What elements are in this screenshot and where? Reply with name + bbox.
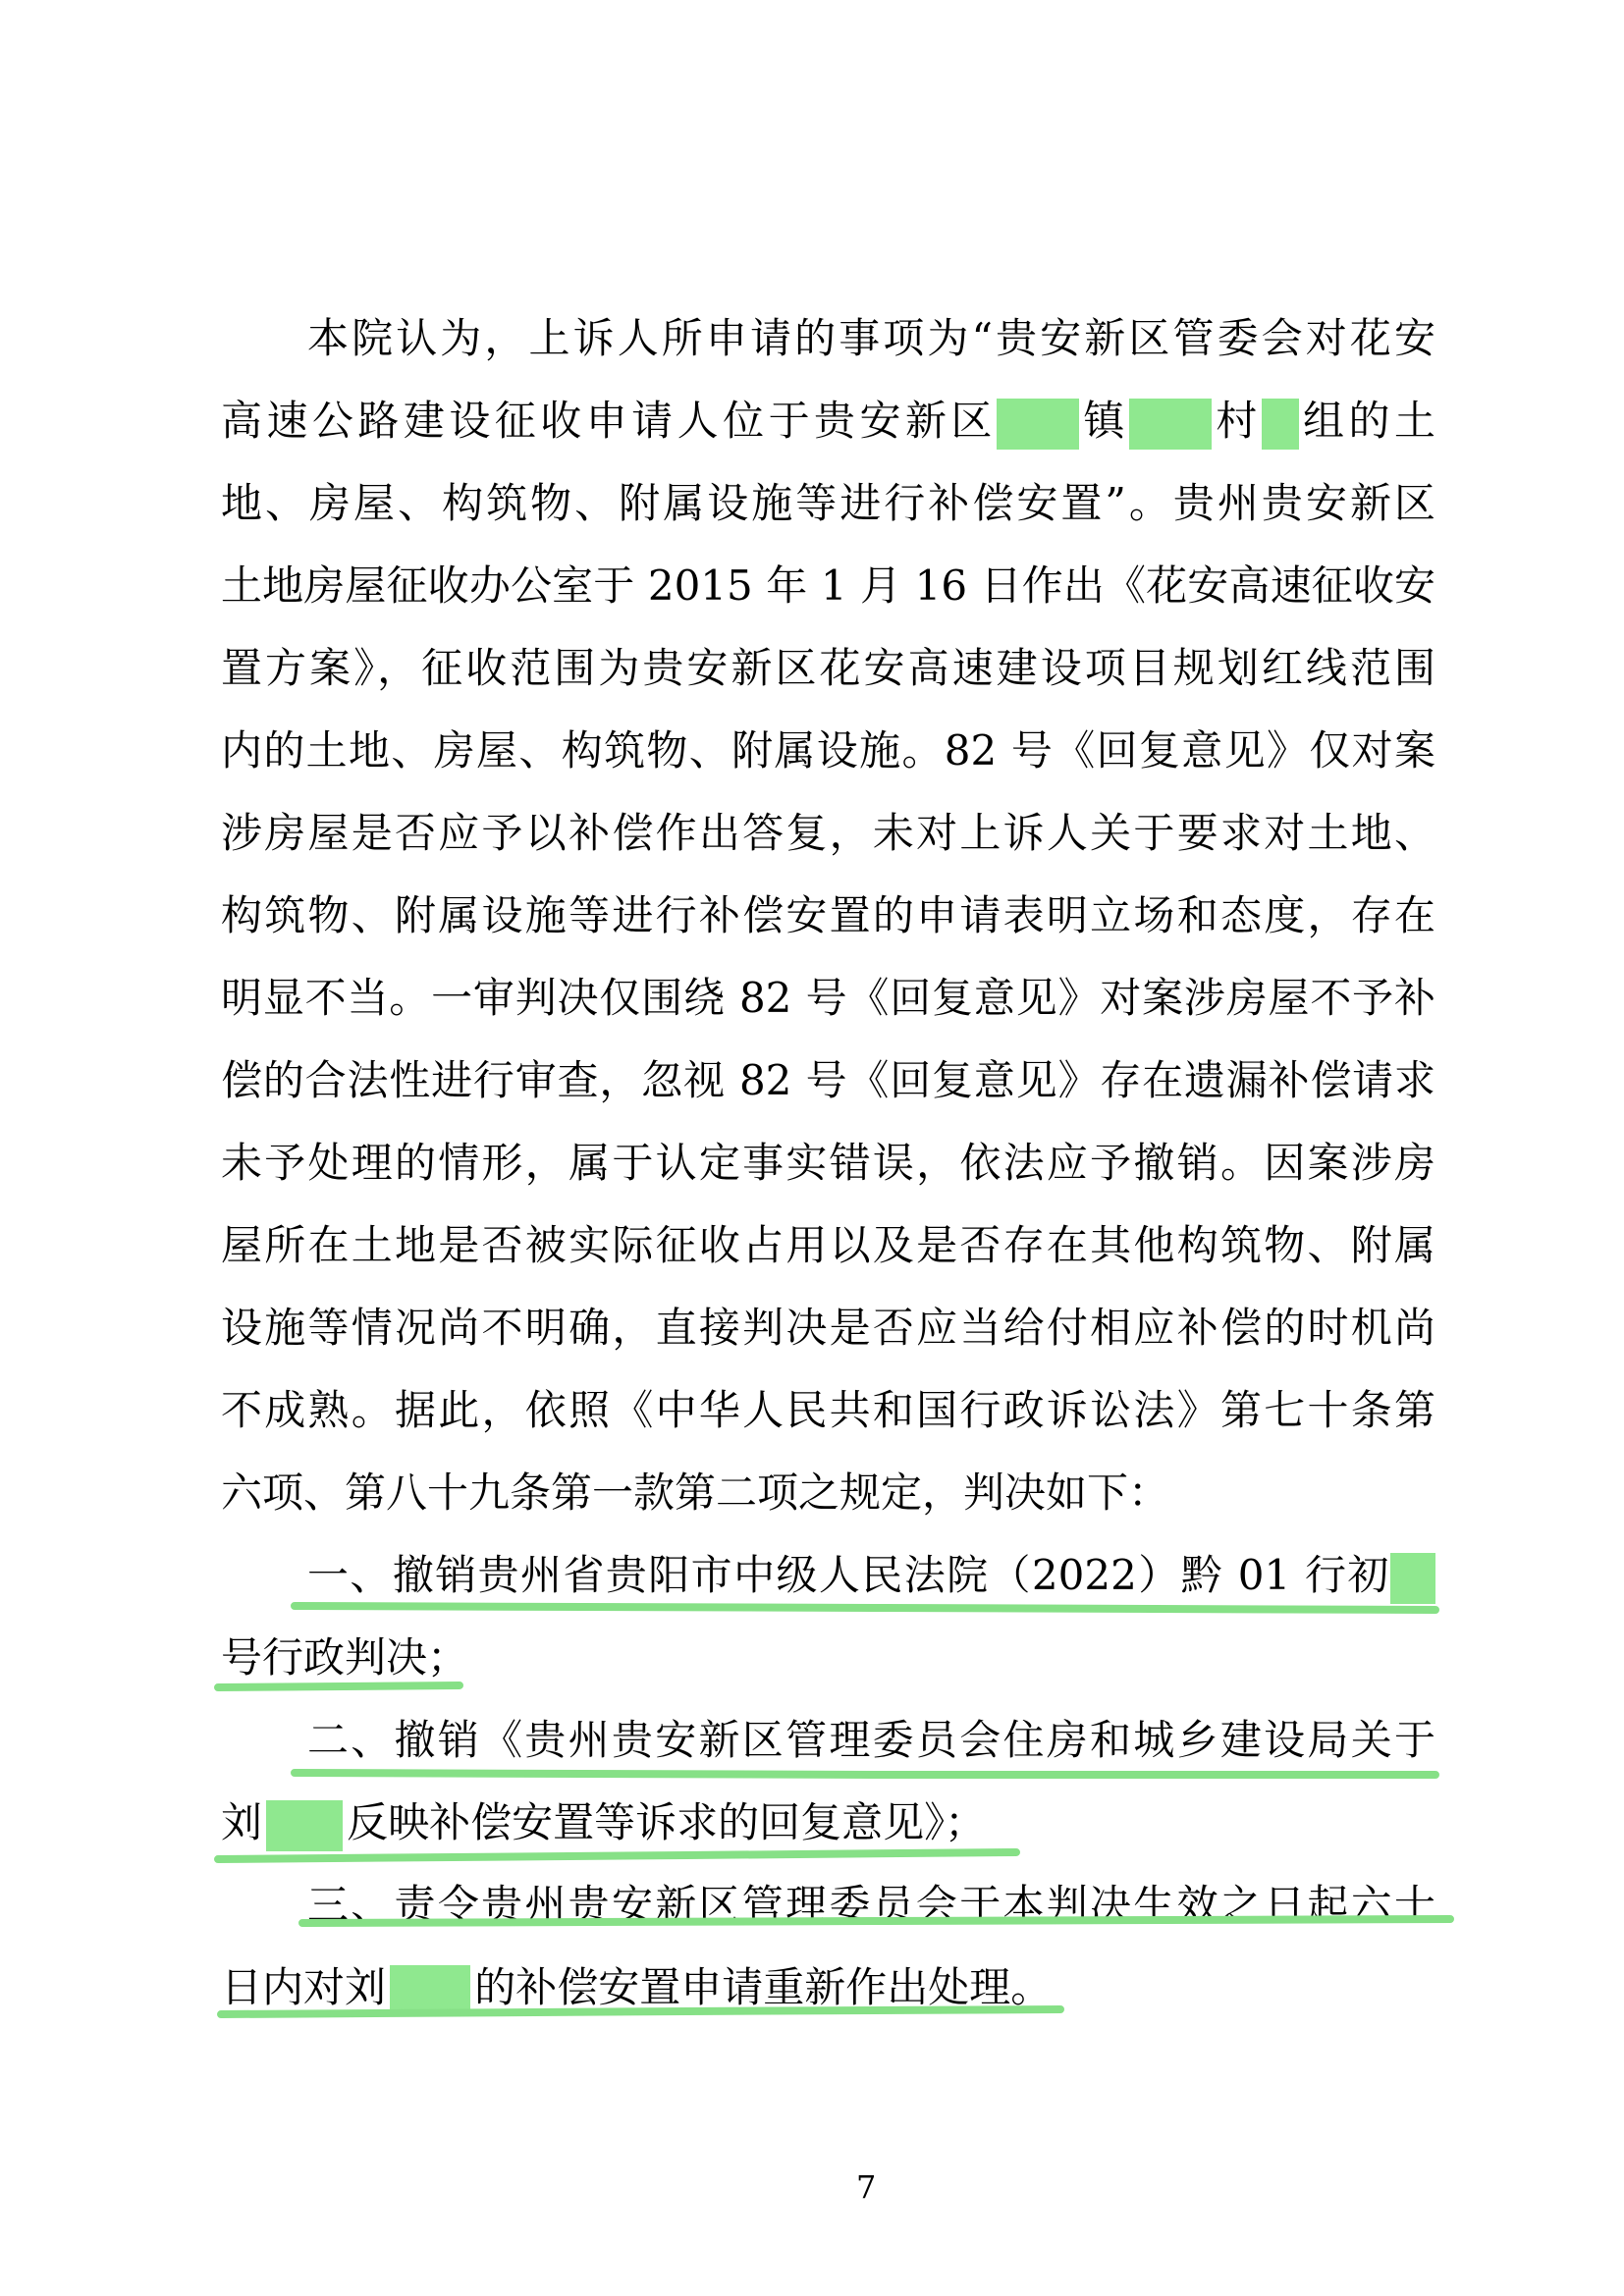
line-text: 号行政判决；: [221, 1633, 469, 1682]
text-line: [221, 710, 1435, 792]
line-text: 涉房屋是否应予以补偿作出答复，未对上诉人关于要求对土地、: [221, 809, 1435, 857]
text-line: [221, 627, 1435, 710]
page-number: 7: [856, 2168, 877, 2206]
redaction-box: [1390, 1553, 1435, 1605]
line-text: 设施等情况尚不明确，直接判决是否应当给付相应补偿的时机尚: [221, 1304, 1435, 1352]
judgment-item-2-cont: [221, 1782, 1435, 1864]
text-line: [221, 792, 1435, 875]
line-text: 一、撤销贵州省贵阳市中级人民法院（2022）黔 01 行初: [307, 1551, 1390, 1599]
line-text: 组的土: [1298, 397, 1435, 445]
text-line: [221, 1287, 1435, 1369]
line-text: 高速公路建设征收申请人位于贵安新区: [221, 397, 997, 445]
line-text: 构筑物、附属设施等进行补偿安置的申请表明立场和态度，存在: [221, 891, 1435, 939]
line-text: 未予处理的情形，属于认定事实错误，依法应予撤销。因案涉房: [221, 1139, 1435, 1187]
line-text: 村: [1211, 397, 1262, 445]
judgment-item-1: [221, 1534, 1435, 1617]
redaction-box: [266, 1800, 343, 1852]
line-text: 内的土地、房屋、构筑物、附属设施。82 号《回复意见》仅对案: [221, 726, 1435, 774]
redaction-box: [1129, 399, 1212, 451]
judgment-item-3-cont: [221, 1947, 1435, 2029]
redaction-box: [390, 1965, 470, 2017]
line-text: 镇: [1078, 397, 1129, 445]
line-text: 日内对刘: [221, 1963, 387, 2011]
text-line: [221, 957, 1435, 1040]
line-text: 置方案》，征收范围为贵安新区花安高速建设项目规划红线范围: [221, 644, 1435, 692]
line-text: 明显不当。一审判决仅围绕 82 号《回复意见》对案涉房屋不予补: [221, 974, 1435, 1022]
text-line: [221, 1204, 1435, 1287]
line-text: 三、责令贵州贵安新区管理委员会于本判决生效之日起六十: [307, 1881, 1435, 1929]
text-line: [221, 545, 1435, 627]
text-line: [221, 1040, 1435, 1122]
text-line: [221, 462, 1435, 545]
text-line: [221, 380, 1435, 462]
text-line: [221, 875, 1435, 957]
line-text: 刘: [221, 1798, 263, 1846]
line-text: 本院认为，上诉人所申请的事项为“贵安新区管委会对花安: [307, 314, 1435, 362]
judgment-body: [221, 297, 1435, 2029]
text-line: [221, 1122, 1435, 1204]
line-text: 屋所在土地是否被实际征收占用以及是否存在其他构筑物、附属: [221, 1221, 1435, 1269]
line-text: 不成熟。据此，依照《中华人民共和国行政诉讼法》第七十条第: [221, 1386, 1435, 1434]
judgment-item-3: [221, 1864, 1435, 1947]
line-text: 地、房屋、构筑物、附属设施等进行补偿安置”。贵州贵安新区: [221, 479, 1435, 527]
line-text: 的补偿安置申请重新作出处理。: [474, 1963, 1053, 2011]
redaction-box: [1262, 399, 1299, 451]
judgment-item-2: [221, 1699, 1435, 1782]
line-text: 偿的合法性进行审查，忽视 82 号《回复意见》存在遗漏补偿请求: [221, 1056, 1435, 1104]
line-text: 二、撤销《贵州贵安新区管理委员会住房和城乡建设局关于: [307, 1716, 1435, 1764]
text-line: [221, 1452, 1435, 1534]
redaction-box: [997, 399, 1079, 451]
judgment-item-1-cont: [221, 1617, 1435, 1699]
text-line: [221, 297, 1435, 380]
line-text: 土地房屋征收办公室于 2015 年 1 月 16 日作出《花安高速征收安: [221, 561, 1435, 610]
line-text: 六项、第八十九条第一款第二项之规定，判决如下：: [221, 1468, 1170, 1517]
text-line: [221, 1369, 1435, 1452]
line-text: 反映补偿安置等诉求的回复意见》；: [347, 1798, 987, 1846]
